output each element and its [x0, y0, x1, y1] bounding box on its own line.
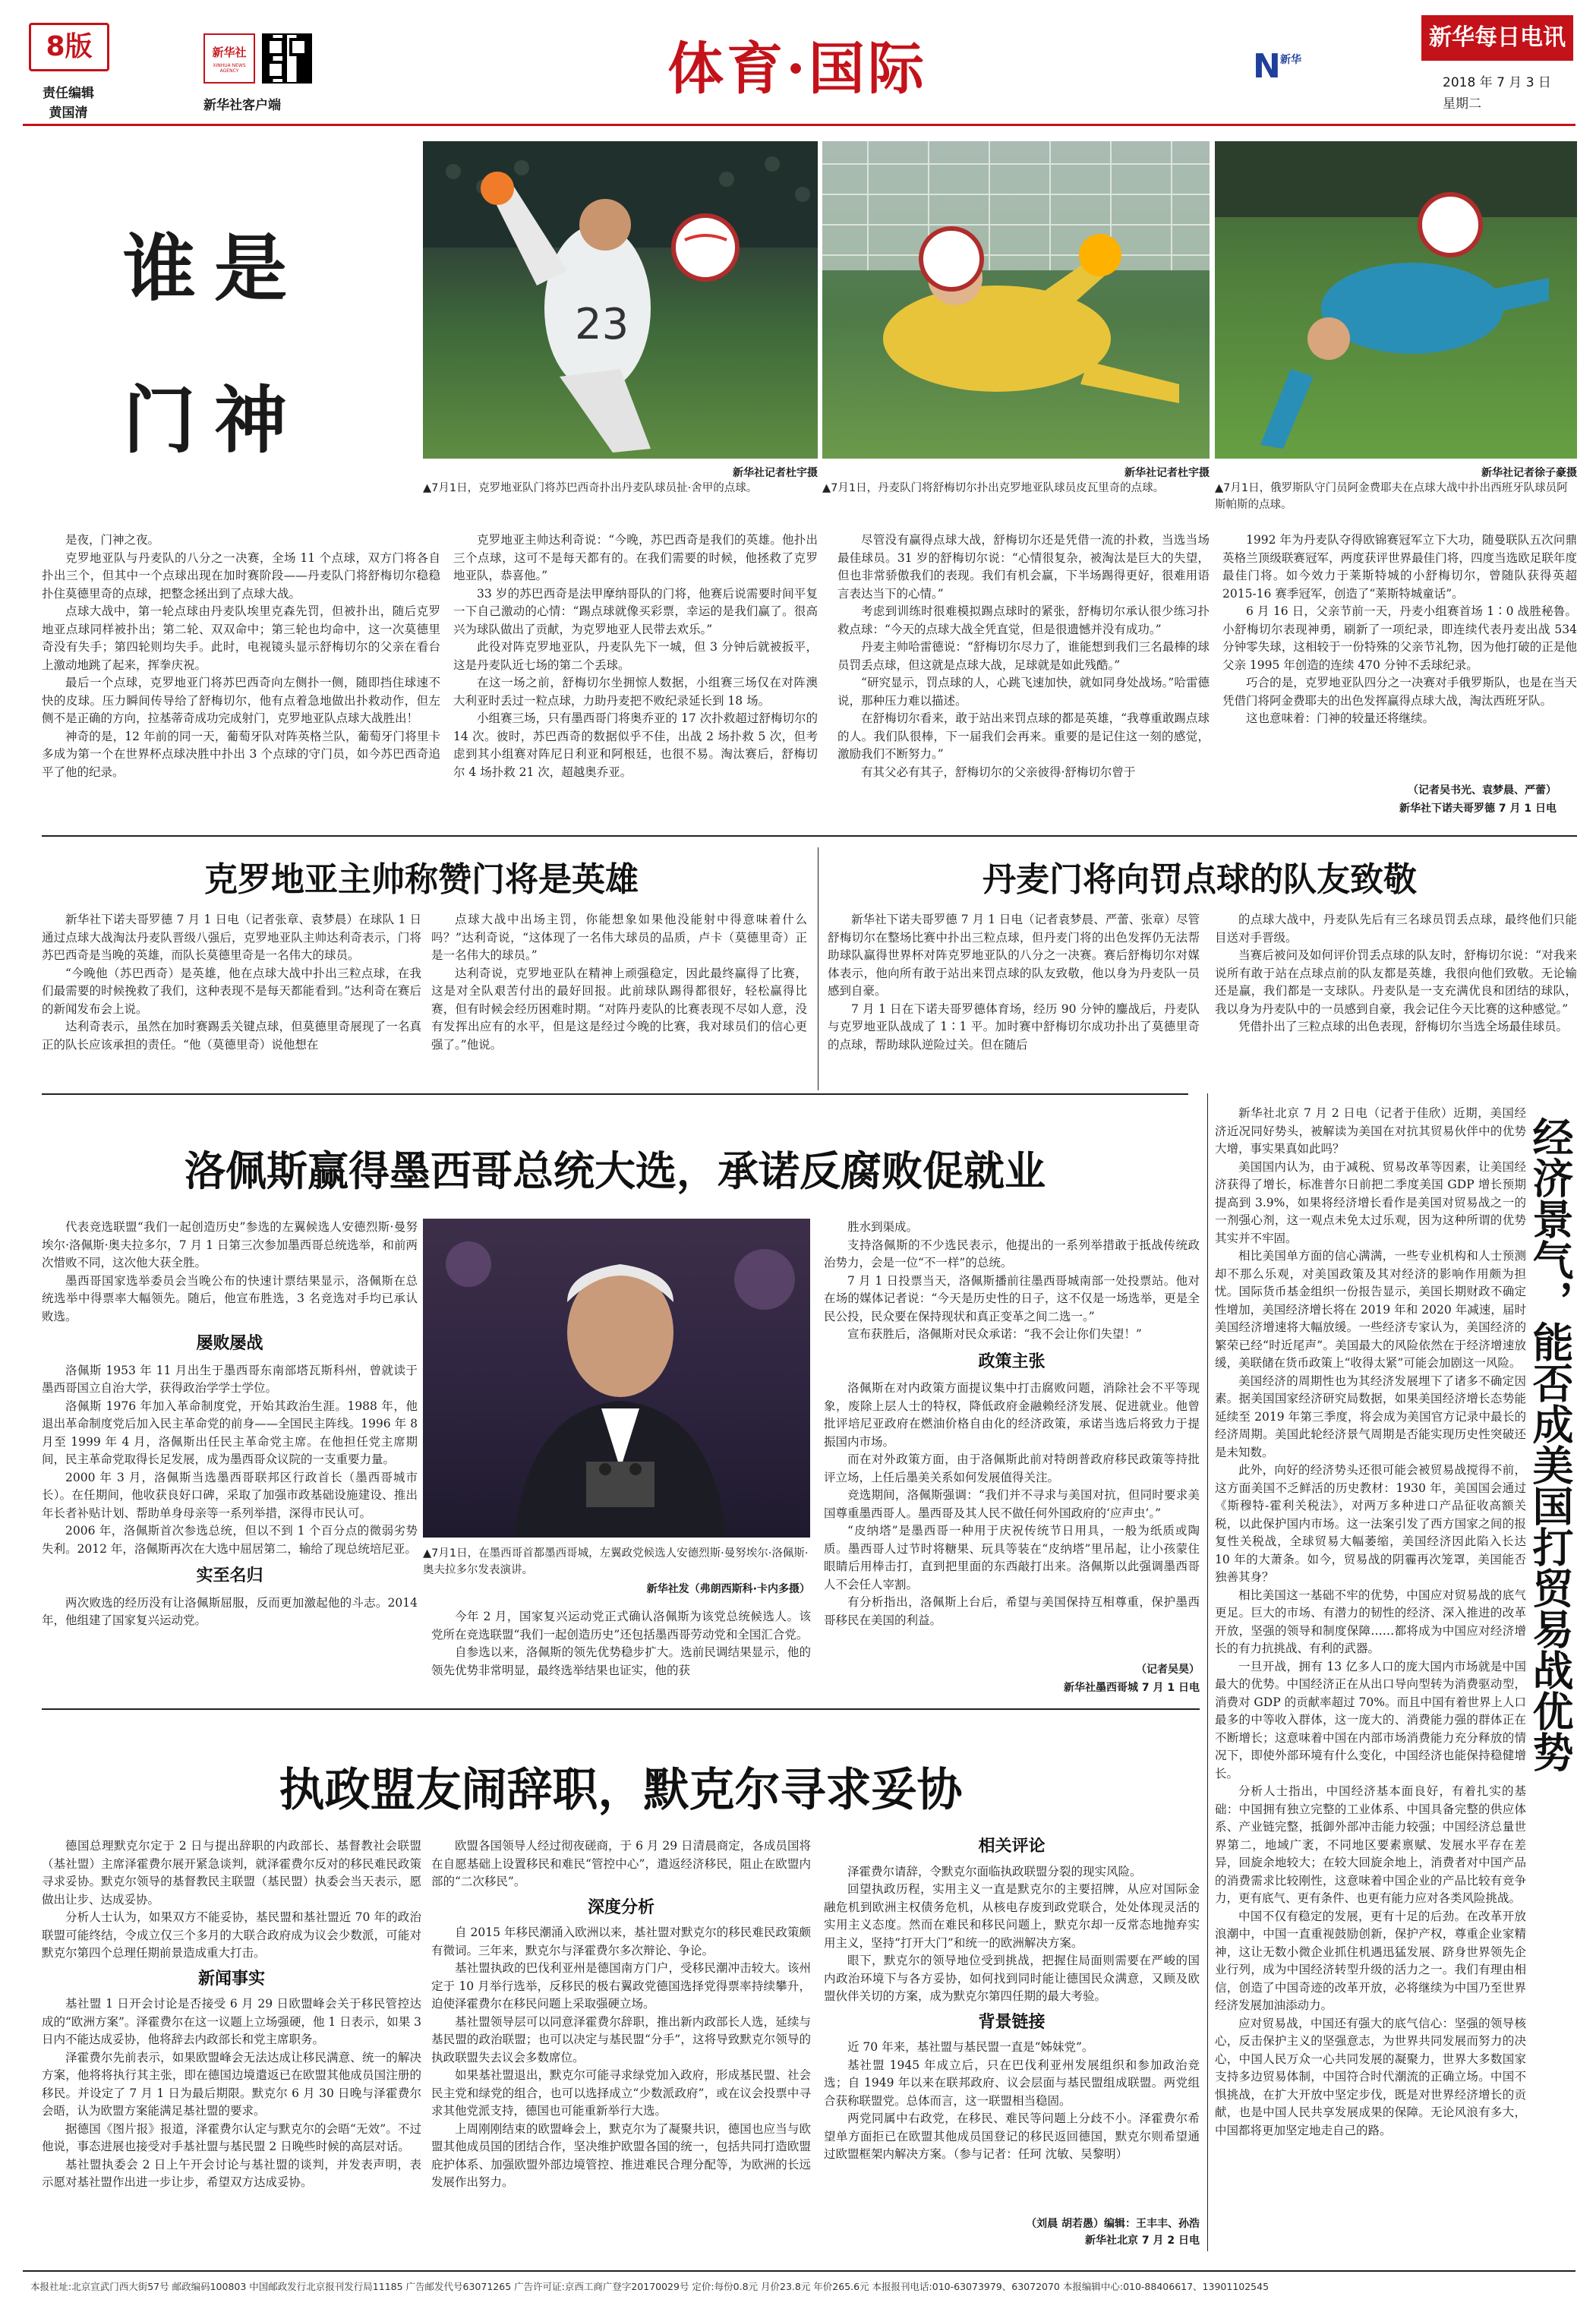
- paragraph: 基社盟 1945 年成立后，只在巴伐利亚州发展组织和参加政治竞选；自 1949 年以来在联邦政府、议会层面与基民盟组成联盟。两党组合获称联盟党。总体而言，这一联盟相当稳固。: [824, 2058, 1200, 2108]
- mexico-col-1: [42, 1219, 418, 1689]
- paragraph: 33 岁的苏巴西奇是法甲摩纳哥队的门将，他赛后说需要时间平复一下自己激动的心情：“踢点球就像买彩票，幸运的是我们赢了。很高兴为球队做出了贡献，为克罗地亚人民带去欢乐。”: [453, 586, 818, 636]
- issue-weekday: 星期二: [1443, 96, 1481, 112]
- paragraph: 近 70 年来，基社盟与基民盟一直是“姊妹党”。: [847, 2040, 1094, 2054]
- paragraph: 凭借扑出了三粒点球的出色表现，舒梅切尔当选全场最佳球员。: [1238, 1020, 1569, 1033]
- paragraph: 今年 2 月，国家复兴运动党正式确认洛佩斯为该党总统候选人。该党所在竞选联盟“我们一起创造历史”还包括墨西哥劳动党和全国汇合党。: [431, 1610, 811, 1642]
- paragraph: 的点球大战中，丹麦队先后有三名球员罚丢点球，最终他们只能目送对手晋级。: [1215, 913, 1577, 945]
- footer-rule: [23, 2270, 1575, 2272]
- paragraph: 分析人士认为，如果双方不能妥协，基民盟和基社盟近 70 年的政治联盟可能终结，令成立仅三个多月的大联合政府成为议会少数派，可能对默克尔第四个总理任期前景造成重大打击。: [42, 1910, 421, 1960]
- merkel-col-2: [431, 1837, 811, 2251]
- feature-col-4: [1222, 531, 1577, 774]
- headline-economy: 经济景气，能否成美国打贸易战优势: [1526, 1116, 1574, 1772]
- paragraph: 有其父必有其子，舒梅切尔的父亲彼得·舒梅切尔曾于: [861, 765, 1136, 779]
- economy-col: [1215, 1105, 1526, 2247]
- footer-info: 本报社址:北京宣武门西大街57号 邮政编码100803 中国邮政发行北京报刊发行局11185 广告邮发代号63071265 广告许可证:京西工商广登字20170029号 定价:每份0.8元 月价23.8元 年价265.6元 本报报刊电话:010-63073979、63072070 本报编辑中心:010-88406617、13901102545: [30, 2281, 1270, 2292]
- masthead-rule: [23, 124, 1575, 126]
- speaker-figure: [423, 1219, 810, 1538]
- paragraph: 洛佩斯在对内政策方面提议集中打击腐败问题，消除社会不平等现象，废除上层人士的特权，降低政府金融赖经济发展、促进就业。他曾批评培尼亚政府在燃油价格自由化的经济政策，承诺当选后将致力于提振国内市场。: [824, 1381, 1200, 1449]
- news-logo: [1253, 47, 1314, 87]
- paragraph: 小组赛三场，只有墨西哥门将奥乔亚的 17 次扑救超过舒梅切尔的 14 次。彼时，苏巴西奇的数据似乎不佳，出战 2 场扑救 5 次，但考虑到其小组赛对阵尼日利亚和阿根廷，也很不易。淘汰赛后，舒梅切尔 4 场扑救 21 次，超越奥乔亚。: [453, 711, 818, 779]
- headline-croatia: 克罗地亚主帅称赞门将是英雄: [204, 860, 639, 899]
- feature-col-3: [837, 531, 1210, 820]
- paragraph: 中国不仅有稳定的发展，更有十足的后劲。在改革开放浪潮中，中国一直重视鼓励创新，保护产权，尊重企业家精神，这让无数小微企业抓住机遇迅猛发展、跻身世界领先企业行列，成为中国经济转型升级的活力之一。我们有理由相信，创造了中国奇迹的改革开放，必将继续为中国乃至世界经济发展加油添动力。: [1215, 1909, 1526, 2012]
- mexico-photo-credit: 新华社发（弗朗西斯科·卡内多摄）: [646, 1583, 810, 1595]
- paragraph: 基社盟执政的巴伐利亚州是德国南方门户，受移民潮冲击较大。该州定于 10 月举行选举，反移民的极右翼政党德国选择党得票率持续攀升，迫使泽霍费尔在移民问题上采取强硬立场。: [431, 1961, 811, 2011]
- paragraph: 是夜，门神之夜。: [65, 533, 160, 547]
- photo-goalkeeper-akinfeev: [1215, 141, 1577, 459]
- goalkeeper-figure: [822, 141, 1210, 459]
- feature-title-line1: 谁是: [123, 226, 305, 311]
- paragraph: 1992 年为丹麦队夺得欧锦赛冠军立下大功，随曼联队五次问鼎英格兰顶级联赛冠军，两度获评世界最佳门将，四度当选欧足联年度最佳门将。如今效力于莱斯特城的小舒梅切尔，曾随队获得英超 2015-16 赛季冠军，创造了“莱斯特城童话”。: [1222, 533, 1577, 601]
- paragraph: “研究显示，罚点球的人，心跳飞速加快，就如同身处战场。”哈雷德说，那种压力难以描述。: [837, 676, 1210, 708]
- section-title: 体育·国际: [667, 36, 927, 102]
- xinhua-logo: [203, 33, 255, 84]
- paragraph: 相比美国这一基础不牢的优势，中国应对贸易战的底气更足。巨大的市场、有潜力的韧性的经济、深入推进的改革开放，坚强的领导和制度保障……都将成为中国应对经济增长的有力抗挑战、有利的武器。: [1215, 1588, 1526, 1655]
- paragraph: 上周刚刚结束的欧盟峰会上，默克尔为了凝聚共识，德国也应当与欧盟其他成员国的团结合作，坚决维护欧盟各国的统一，包括共同打造欧盟庇护体系、加强欧盟外部边境管控、推进难民合理分配等，为欧洲的长远发展作出努力。: [431, 2121, 811, 2189]
- section-rule: [42, 1708, 1200, 1710]
- feature-title-line2: 门神: [123, 378, 305, 463]
- paragraph: 墨西哥国家选举委员会当晚公布的快速计票结果显示，洛佩斯在总统选举中得票率大幅领先。随后，他宣布胜选，3 名竞选对手均已承认败选。: [42, 1273, 418, 1323]
- denmark-col-1: [828, 911, 1200, 1082]
- paragraph: 神奇的是，12 年前的同一天，葡萄牙队对阵英格兰队，葡萄牙门将里卡多成为第一个在世界杯点球决胜中扑出 3 个点球的守门员，如今苏巴西奇追平了他的纪录。: [42, 729, 440, 779]
- paragraph: 此役对阵克罗地亚队，丹麦队先下一城，但 3 分钟后就被扳平，这是丹麦队近七场的第二个丢球。: [453, 640, 818, 672]
- paragraph: 7 月 1 日在下诺夫哥罗德体育场，经历 90 分钟的鏖战后，丹麦队与克罗地亚队战成了 1∶1 平。加时赛中舒梅切尔成功扑出了莫德里奇的点球，帮助球队逆险过关。但在随后: [828, 1001, 1200, 1052]
- paragraph: 相比美国单方面的信心满满，一些专业机构和人士预测却不那么乐观，对美国政策及其对经济的影响作用颇为担忧。国际货币基金组织一份报告显示，美国长期财政不确定性增加，美国经济增长将在 2019 年和 2020 年减速，届时美国经济增速将大幅放缓。一些经济专家认为，美国经济的繁荣已经“时近尾声”。美国最大的风险依然在于经济增速放缓，美联储在货币政策上“收得太紧”可能会加剧这一风险。: [1215, 1249, 1526, 1370]
- paragraph: 美国国内认为，由于减税、贸易改革等因素，让美国经济获得了增长，标准普尔日前把二季度美国 GDP 增长预期提高到 3.9%，如果将经济增长看作是美国对贸易战之一的一剂强心剂，这一观点未免太过乐观，因为这种所谓的优势其实并不牢固。: [1215, 1159, 1526, 1245]
- merkel-col-3: [824, 1837, 1200, 2213]
- paragraph: “今晚他（苏巴西奇）是英雄，他在点球大战中扑出三粒点球，在我们最需要的时候挽救了我们，这种表现不是每天都能看到。”达利奇在赛后的新闻发布会上说。: [42, 966, 421, 1016]
- paragraph: 泽霍费尔请辞，令默克尔面临执政联盟分裂的现实风险。: [847, 1864, 1142, 1878]
- editor-label: 责任编辑: [43, 86, 94, 101]
- issue-date: 2018 年 7 月 3 日: [1443, 75, 1551, 90]
- paragraph: 在舒梅切尔看来，敢于站出来罚点球的都是英雄，“我尊重敢踢点球的人。我们队很棒，下一届我们会再来。重要的是记住这一刻的感觉，激励我们不断努力。”: [837, 711, 1210, 761]
- denmark-col-2: [1215, 911, 1577, 1082]
- paragraph: 丹麦主帅哈雷德说：“舒梅切尔尽力了，谁能想到我们三名最棒的球员罚丢点球，但这就是点球大战，足球就是如此残酷。”: [837, 640, 1210, 672]
- photo-caption-3: ▲7月1日，俄罗斯队守门员阿金费耶夫在点球大战中扑出西班牙队球员阿斯帕斯的点球。: [1215, 482, 1568, 511]
- paragraph: 考虑到训练时很难模拟踢点球时的紧张，舒梅切尔承认很少练习扑救点球：“今天的点球大战全凭直觉，但是很遗憾并没有成功。”: [837, 604, 1210, 636]
- news-logo-n: N: [1253, 47, 1281, 86]
- subheading: 政策主张: [978, 1352, 1046, 1371]
- qr-code: [262, 33, 312, 84]
- photo-credit-2: 新华社记者杜宇摄: [1124, 467, 1210, 479]
- headline-merkel: 执政盟友闹辞职，默克尔寻求妥协: [279, 1764, 963, 1817]
- croatia-col-2: [431, 911, 807, 1082]
- headline-mexico: 洛佩斯赢得墨西哥总统大选，承诺反腐败促就业: [185, 1147, 1046, 1195]
- paragraph: 达利奇表示，虽然在加时赛踢丢关键点球，但莫德里奇展现了一名真正的队长应该承担的责任。“他（莫德里奇）说他想在: [42, 1020, 421, 1052]
- paragraph: 点球大战中出场主罚，你能想象如果他没能射中得意味着什么吗？”达利奇说，“这体现了一名伟大球员的品质，卢卡（莫德里奇）正是一名伟大的球员。”: [431, 913, 807, 962]
- paragraph: 两党同属中右政党，在移民、难民等问题上分歧不小。泽霍费尔希望单方面拒已在欧盟其他成员国登记的移民返回德国，默克尔则希望通过欧盟框架内解决方案。（参与记者：任珂 沈敏、吴黎明）: [824, 2112, 1200, 2161]
- editor-name: 黄国清: [49, 106, 88, 121]
- photo-caption-2: ▲7月1日，丹麦队门将舒梅切尔扑出克罗地亚队球员皮瓦里奇的点球。: [822, 482, 1165, 494]
- paragraph: 此外，向好的经济势头还很可能会被贸易战搅得不前，这方面美国不乏鲜活的历史教材：1930 年，美国国会通过《斯穆特-霍利关税法》，对两万多种进口产品征收高额关税，以此保护国内市场。这一法案引发了西方国家之间的报复性关税战，全球贸易大幅萎缩，美国经济因此陷入长达 10 年的大萧条。如今，贸易战的阴霾再次笼罩，美国能否独善其身？: [1215, 1463, 1526, 1584]
- mexico-photo-caption: ▲7月1日，在墨西哥首都墨西哥城，左翼政党候选人安德烈斯·曼努埃尔·洛佩斯·奥夫拉多尔发表演讲。: [423, 1547, 809, 1576]
- photo-goalkeeper-subasic: [423, 141, 818, 459]
- mexico-byline: （记者吴昊）: [1136, 1664, 1200, 1676]
- paragraph: 代表竞选联盟“我们一起创造历史”参选的左翼候选人安德烈斯·曼努埃尔·洛佩斯·奥夫拉多尔，7 月 1 日第三次参加墨西哥总统选举，和前两次惜败不同，这次他大获全胜。: [42, 1220, 418, 1270]
- photo-goalkeeper-schmeichel: [822, 141, 1210, 459]
- paragraph: 泽霍费尔先前表示，如果欧盟峰会无法达成让移民满意、统一的解决方案，他将将执行其主张，即在德国边境遣返已在欧盟其他成员国注册的移民。并设定了 7 月 1 日为最后期限。默克尔 6 月 30 日晚与泽霍费尔会晤，认为欧盟方案能满足基社盟的要求。: [42, 2050, 421, 2118]
- goalkeeper-figure: [423, 141, 818, 459]
- paragraph: 基社盟 1 日开会讨论是否接受 6 月 29 日欧盟峰会关于移民管控达成的“欧洲方案”。泽霍费尔在这一议题上立场强硬，他 1 日表示，如果 3 日内不能达成妥协，他将辞去内政部长和党主席职务。: [42, 1997, 421, 2046]
- section-rule: [42, 1093, 1188, 1095]
- paragraph: 欧盟各国领导人经过彻夜磋商，于 6 月 29 日清晨商定，各成员国将在自愿基础上设置移民和难民“管控中心”，遣返经济移民，阻止在欧盟内部的“二次移民”。: [431, 1839, 811, 1888]
- mexico-col-2: [431, 1608, 811, 1692]
- section-rule: [42, 835, 1577, 837]
- subheading: 相关评论: [978, 1837, 1046, 1856]
- paragraph: 7 月 1 日投票当天，洛佩斯播前往墨西哥城南部一处投票站。他对在场的媒体记者说：“今天是历史性的日子，这不仅是一场选举，更是全民公投，民众要在保持现状和真正变革之间二选一。”: [824, 1273, 1200, 1323]
- column-rule: [1207, 1093, 1208, 2251]
- paragraph: 最后一个点球，克罗地亚门将苏巴西奇向左侧扑一侧，随即挡住球速不快的皮球。压力瞬间传导给了舒梅切尔，他有点着急地做出扑救动作，但左侧不是正确的方向，拉基蒂奇成功完成射门，克罗地亚队点球大战胜出！: [42, 676, 440, 725]
- news-logo-text: 新华: [1280, 54, 1301, 66]
- feature-col-2: [453, 531, 818, 820]
- paragraph: 尽管没有赢得点球大战，舒梅切尔还是凭借一流的扑救，当选当场最佳球员。31 岁的舒梅切尔说：“心情很复杂，被淘汰是巨大的失望，但也非常骄傲我们的表现。我们有机会赢，下半场踢得更好，很难用语言表达当下的心情。”: [837, 533, 1210, 601]
- column-rule: [818, 847, 819, 1090]
- paragraph: 新华社下诺夫哥罗德 7 月 1 日电（记者袁梦晨、严蕾、张章）尽管舒梅切尔在整场比赛中扑出三粒点球，但丹麦门将的出色发挥仍无法帮助球队赢得世界杯对阵克罗地亚队的八分之一决赛。赛后舒梅切尔对媒体表示，他向所有敢于站出来罚点球的队友致敬，他以身为丹麦队一员感到自豪。: [828, 913, 1200, 998]
- paragraph: 6 月 16 日，父亲节前一天，丹麦小组赛首场 1∶0 战胜秘鲁。小舒梅切尔表现神勇，刷新了一项纪录，即连续代表丹麦出战 534 分钟零失球，这相较于一份特殊的父亲节礼物，因为他打破的正是他父亲 1995 年创造的连续 470 分钟不丢球纪录。: [1222, 604, 1577, 672]
- paragraph: 宣布获胜后，洛佩斯对民众承诺：“我不会让你们失望！”: [847, 1327, 1142, 1341]
- paragraph: 两次败选的经历没有让洛佩斯屈服，反而更加激起他的斗志。2014 年，他组建了国家复兴运动党。: [42, 1595, 418, 1627]
- paragraph: 在这一场之前，舒梅切尔坐拥惊人数据，小组赛三场仅在对阵澳大利亚时丢过一粒点球，力助丹麦把不败纪录延长到 18 场。: [453, 676, 818, 708]
- svg-text:23: 23: [575, 300, 629, 349]
- subheading: 深度分析: [587, 1897, 654, 1917]
- photo-lopez-obrador: [423, 1219, 810, 1538]
- paragraph: 回望执政历程，实用主义一直是默克尔的主要招牌，从应对国际金融危机到欧洲主权债务危机，从核电存废到政党联合，处处体现灵活的实用主义态度。然而在难民和移民问题上，默克尔却一反常态地抛弃实用主义，坚持“打开大门”和统一的欧洲解决方案。: [824, 1882, 1200, 1950]
- merkel-dateline: 新华社北京 7 月 2 日电: [1085, 2235, 1200, 2247]
- goalkeeper-figure: [1215, 141, 1577, 459]
- paragraph: 当赛后被问及如何评价罚丢点球的队友时，舒梅切尔说：“对我来说所有敢于站在点球点前的队友都是英雄，我很向他们致敬。无论输还是赢，我们都是一支球队。丹麦队是一支充满优良和团结的球队，我以身为丹麦队中的一员感到自豪，我会记住今天比赛的这种感觉。”: [1215, 948, 1577, 1016]
- subheading: 新闻事实: [197, 1969, 265, 1989]
- paragraph: 巧合的是，克罗地亚队四分之一决赛对手俄罗斯队，也是在当天凭借门将阿金费耶夫的出色发挥赢得点球大战，淘汰西班牙队。: [1222, 676, 1577, 708]
- paragraph: 洛佩斯 1976 年加入革命制度党，开始其政治生涯。1988 年，他退出革命制度党后加入民主革命党的前身——全国民主阵线。1996 年 8 月至 1999 年 4 月，洛佩斯出任民主革命党主席。在他担任党主席期间，民主革命党取得长足发展，成为墨西哥众议院的一支重要力量。: [42, 1399, 418, 1466]
- paragraph: 竞选期间，洛佩斯强调：“我们并不寻求与美国对抗，但同时要求美国尊重墨西哥人。墨西哥及其人民不做任何外国政府的‘应声虫’。”: [824, 1488, 1200, 1520]
- xinhua-logo-subtext: XINHUA NEWS AGENCY: [213, 63, 246, 74]
- paragraph: 达利奇说，克罗地亚队在精神上顽强稳定，因此最终赢得了比赛，这是对全队艰苦付出的最好回报。此前球队踢得都很好，轻松赢得比赛，但有时候会经历困难时期。“对阵丹麦队的比赛表现不尽如人意，没有发挥出应有的水平，但是这是经过今晚的比赛，我对球员们的信心更强了。”他说。: [431, 966, 807, 1052]
- paragraph: 新华社下诺夫哥罗德 7 月 1 日电（记者张章、袁梦晨）在球队 1 日通过点球大战淘汰丹麦队晋级八强后，克罗地亚队主帅达利奇表示，门将苏巴西奇是当晚的英雄，而队长莫德里奇是一名伟大的球员。: [42, 913, 421, 962]
- paragraph: 克罗地亚主帅达利奇说：“今晚，苏巴西奇是我们的英雄。他扑出三个点球，这可不是每天都有的。在我们需要的时候，他拯救了克罗地亚队，恭喜他。”: [453, 533, 818, 582]
- merkel-col-1: [42, 1837, 421, 2251]
- client-label: 新华社客户端: [203, 98, 281, 113]
- photo-credit-1: 新华社记者杜宇摄: [733, 467, 818, 479]
- mexico-col-3: [824, 1219, 1200, 1659]
- photo-caption-1: ▲7月1日，克罗地亚队门将苏巴西奇扑出丹麦队球员扯·舍甲的点球。: [423, 482, 758, 494]
- paragraph: “皮纳塔”是墨西哥一种用于庆祝传统节日用具，一般为纸质或陶质。墨西哥人过节时将糖果、玩具等装在“皮纳塔”里吊起，让小孩蒙住眼睛后用棒击打，直到把里面的东西敲打出来。洛佩斯以此强调墨西哥人不会任人宰割。: [824, 1524, 1200, 1591]
- paragraph: 而在对外政策方面，由于洛佩斯此前对特朗普政府移民政策等持批评立场，上任后墨美关系如何发展值得关注。: [824, 1452, 1200, 1484]
- paragraph: 如果基社盟退出，默克尔可能寻求绿党加入政府，形成基民盟、社会民主党和绿党的组合，也可以选择成立“少数派政府”，或在议会投票中寻求其他党派支持，德国也可能重新举行大选。: [431, 2068, 811, 2118]
- subheading: 屡败屡战: [196, 1334, 263, 1353]
- merkel-byline: （刘晨 胡若愚）编辑：王丰丰、孙浩: [1026, 2218, 1200, 2230]
- masthead: [0, 0, 1596, 125]
- paper-name: 新华每日电讯: [1429, 24, 1566, 51]
- subheading: 背景链接: [978, 2012, 1046, 2032]
- paragraph: 自参选以来，洛佩斯的领先优势稳步扩大。选前民调结果显示，他的领先优势非常明显，最终选举结果也证实，他的获: [431, 1645, 811, 1677]
- paragraph: 有分析指出，洛佩斯上台后，希望与美国保持互相尊重，保护墨西哥移民在美国的利益。: [824, 1595, 1200, 1627]
- mexico-dateline: 新华社墨西哥城 7 月 1 日电: [1064, 1682, 1200, 1694]
- paragraph: 点球大战中，第一轮点球由丹麦队埃里克森先罚，但被扑出，随后克罗地亚点球同样被扑出；第二轮、双双命中；第三轮也均命中，这一次莫德里奇没有失手；第四轮则均失手。此时，电视镜头显示舒梅切尔的父亲在看台上激动地跳了起来，挥拳庆祝。: [42, 604, 440, 672]
- paragraph: 一旦开战，拥有 13 亿多人口的庞大国内市场就是中国最大的优势。中国经济正在从出口导向型转为消费驱动型，消费对 GDP 的贡献率超过 70%。而且中国有着世界上人口最多的中等收入群体，这一庞大的、消费能力强的群体正在不断增长；这意味着中国在内部市场消费能力充分释放的情况下，即使外部环境有什么变化，中国经济也能保持稳健增长。: [1215, 1659, 1526, 1781]
- photo-credit-3: 新华社记者徐子豪摄: [1481, 467, 1577, 479]
- paragraph: 基社盟执委会 2 日上午开会讨论与基社盟的谈判，并发表声明，表示愿对基社盟作出进一步让步，希望双方达成妥协。: [42, 2157, 421, 2189]
- paragraph: 支持洛佩斯的不少选民表示，他提出的一系列举措敢于抵战传统政治势力，会是一位“不一样”的总统。: [824, 1238, 1200, 1270]
- paragraph: 分析人士指出，中国经济基本面良好，有着扎实的基础：中国拥有独立完整的工业体系、中国具备完整的供应体系、产业链完整，抵御外部冲击能力较强；中国经济总量世界第二，地域广袤，不同地区要素禀赋、发展水平存在差异，回旋余地较大；在较大回旋余地上，消费者对中国产品的消费需求比较刚性，这意味着中国企业的产品比较有竞争力，更有底气、更有条件、也更有能力应对各类风险挑战。: [1215, 1784, 1526, 1905]
- paragraph: 洛佩斯 1953 年 11 月出生于墨西哥东南部塔瓦斯科州，曾就读于墨西哥国立自治大学，获得政治学学士学位。: [42, 1363, 418, 1395]
- feature-col-1: [42, 531, 440, 820]
- paragraph: 胜水到渠成。: [847, 1220, 919, 1234]
- paragraph: 美国经济的周期性也为其经济发展埋下了诸多不确定因素。据美国国家经济研究局数据，如果美国经济增长态势能延续至 2019 年第三季度，将会成为美国官方记录中最长的经济周期。美国此轮经济景气周期是否能实现历史性突破还是未知数。: [1215, 1374, 1526, 1459]
- paragraph: 据德国《图片报》报道，泽霍费尔认定与默克尔的会晤“无效”。不过他说，事态进展也接受对手基社盟与基民盟 2 日晚些时候的高层对话。: [42, 2121, 421, 2153]
- headline-denmark: 丹麦门将向罚点球的队友致敬: [983, 860, 1417, 899]
- paragraph: 眼下，默克尔的领导地位受到挑战，把握住局面则需要在严峻的国内政治环境下与各方妥协，如何找到同时能让德国民众满意，又顾及欧盟伙伴关切的方案，成为默克尔第四任期的最大考验。: [824, 1954, 1200, 2003]
- xinhua-logo-text: 新华社: [212, 46, 247, 59]
- paragraph: 2006 年，洛佩斯首次参选总统，但以不到 1 个百分点的微弱劣势失利。2012 年，洛佩斯再次在大选中屈居第二，输给了现总统培尼亚。: [42, 1524, 418, 1556]
- feature-end-byline: （记者吴书光、袁梦晨、严蕾）: [1408, 784, 1557, 796]
- paragraph: 自 2015 年移民潮涌入欧洲以来，基社盟对默克尔的移民难民政策颇有微词。三年来，默克尔与泽霍费尔多次辩论、争论。: [431, 1926, 811, 1957]
- paragraph: 应对贸易战，中国还有强大的底气信心：坚强的领导核心，反击保护主义的坚强意志，为世界共同发展而努力的决心，中国人民万众一心共同发展的凝聚力，世界大多数国家支持多边贸易体制，中国符合时代潮流的正确立场。中国不惧挑战，在扩大开放中坚定步伐，既是对世界经济增长的贡献，也是中国人民共享发展成果的保障。无论风浪有多大，中国都将更加坚定地走自己的路。: [1215, 2016, 1526, 2137]
- croatia-col-1: [42, 911, 421, 1082]
- page-number-box: [29, 23, 109, 71]
- paragraph: 基社盟领导层可以同意泽霍费尔辞职，推出新内政部长人选，延续与基民盟的政治联盟；也可以决定与基民盟“分手”，这将导致默克尔领导的执政联盟失去议会多数席位。: [431, 2014, 811, 2064]
- paragraph: 德国总理默克尔定于 2 日与提出辞职的内政部长、基督教社会联盟（基社盟）主席泽霍费尔展开紧急谈判，就泽霍费尔反对的移民难民政策寻求妥协。默克尔领导的基督教民主联盟（基民盟）执委会当天表示，愿做出让步、达成妥协。: [42, 1839, 421, 1907]
- paragraph: 2000 年 3 月，洛佩斯当选墨西哥联邦区行政首长（墨西哥城市长）。在任期间，他收获良好口碑，采取了加强市政基础设施建设、推出年长者补贴计划、帮助单身母亲等一系列举措，深得市民认可。: [42, 1470, 418, 1520]
- paragraph: 新华社北京 7 月 2 日电（记者于佳欣）近期，美国经济近况同好势头，被解读为美国在对抗其贸易伙伴中的优势大增，事实果真如此吗？: [1215, 1106, 1526, 1156]
- paragraph: 这也意味着：门神的较量还将继续。: [1246, 711, 1435, 725]
- subheading: 实至名归: [196, 1566, 263, 1585]
- paper-name-box: [1421, 15, 1573, 61]
- page-number: 8版: [46, 31, 93, 62]
- paragraph: 克罗地亚队与丹麦队的八分之一决赛，全场 11 个点球，双方门将各自扑出三个，但其中一个点球出现在加时赛阶段——丹麦队门将舒梅切尔稳稳扑住莫德里奇的点球，把整念拯出到了点球大战。: [42, 550, 440, 601]
- feature-end-dateline: 新华社下诺夫哥罗德 7 月 1 日电: [1399, 803, 1557, 815]
